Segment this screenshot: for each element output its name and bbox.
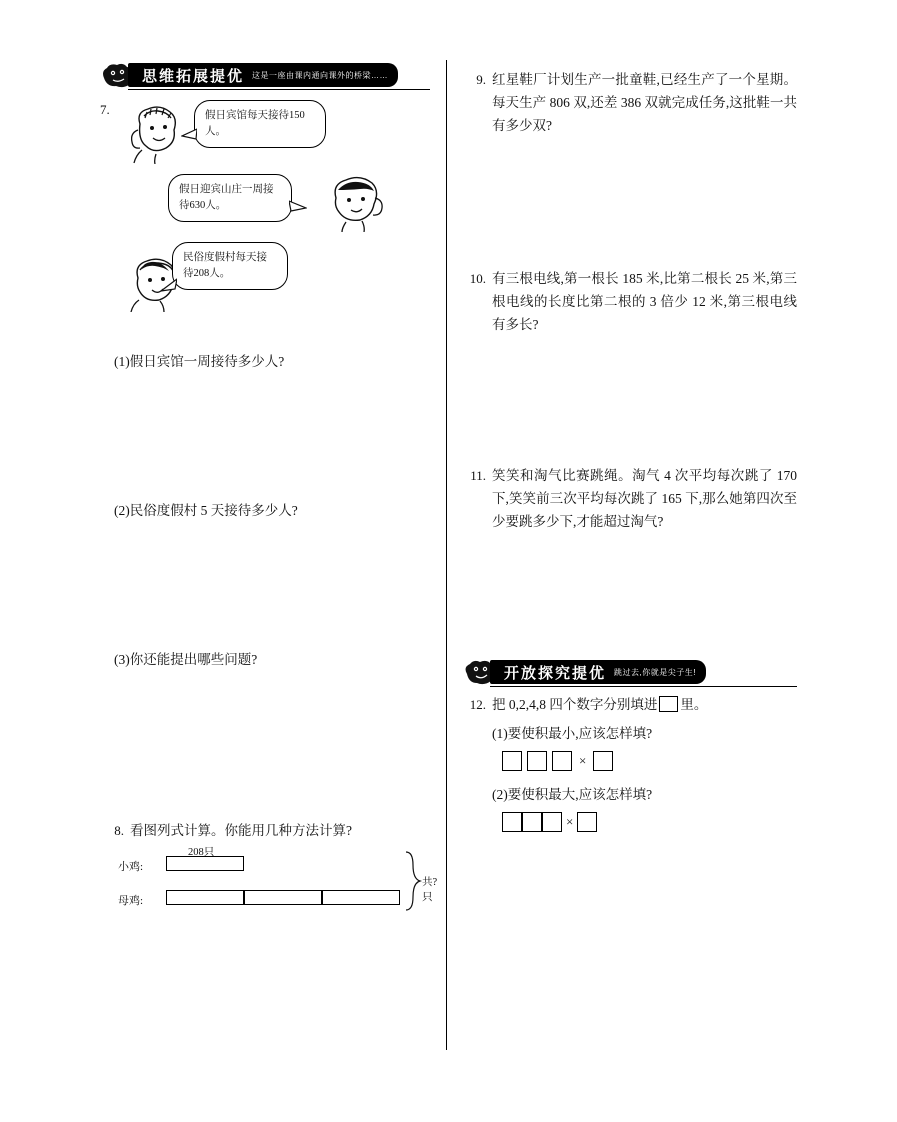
problem-9 xyxy=(462,68,797,137)
figure-total-label: 共?只 xyxy=(422,877,438,903)
problem-9-number: 9. xyxy=(476,72,486,87)
figure-value-chicken: 208只 xyxy=(188,847,215,858)
problem-12-text-after: 里。 xyxy=(680,697,708,712)
answer-box[interactable] xyxy=(577,812,597,832)
figure-bar-hen-2 xyxy=(244,890,322,905)
speech-bubble-3 xyxy=(172,242,288,290)
answer-box[interactable] xyxy=(593,751,613,771)
answer-box[interactable] xyxy=(502,812,522,832)
banner-subtitle: 这是一座由课内通向课外的桥梁…… xyxy=(252,70,389,80)
column-divider xyxy=(446,60,447,1050)
inline-answer-box[interactable] xyxy=(659,696,678,712)
problem-12-text xyxy=(492,693,797,716)
answer-box[interactable] xyxy=(502,751,522,771)
problem-7-number: 7. xyxy=(100,102,110,117)
problem-7-question-2: (2)民俗度假村 5 天接待多少人? xyxy=(114,503,298,518)
problem-7 xyxy=(100,96,430,346)
problem-12-answer-row-1 xyxy=(502,751,797,771)
problem-8 xyxy=(100,819,430,842)
problem-10-number: 10. xyxy=(469,271,486,286)
speech-bubble-1-text: 假日宾馆每天接待150人。 xyxy=(205,110,305,137)
multiply-symbol: × xyxy=(566,814,574,829)
banner-underline xyxy=(128,89,430,90)
problem-12 xyxy=(462,693,797,716)
problem-11-number: 11. xyxy=(470,468,486,483)
bubble-tail-icon xyxy=(289,199,307,215)
problem-8-figure xyxy=(118,847,438,916)
problem-7-question-3: (3)你还能提出哪些问题? xyxy=(114,652,258,667)
problem-10 xyxy=(462,267,797,336)
problem-12-answer-row-2 xyxy=(502,812,797,832)
right-column xyxy=(462,60,797,832)
banner-subtitle: 跳过去,你就是尖子生! xyxy=(614,667,696,677)
cartoon-girl-icon xyxy=(122,104,190,164)
problem-12-sub-1: (1)要使积最小,应该怎样填? xyxy=(492,726,653,741)
figure-label-hen: 母鸡: xyxy=(118,895,144,907)
problem-8-number: 8. xyxy=(114,823,124,838)
figure-bar-hen-3 xyxy=(322,890,400,905)
banner-underline xyxy=(490,686,797,687)
figure-brace-icon xyxy=(404,850,422,912)
left-column xyxy=(100,60,438,916)
problem-8-text: 看图列式计算。你能用几种方法计算? xyxy=(130,823,352,838)
multiply-symbol: × xyxy=(579,753,587,768)
figure-bar-hen-1 xyxy=(166,890,244,905)
section-banner-explore xyxy=(462,657,797,687)
cartoon-boy-icon xyxy=(322,174,388,232)
speech-bubble-2-text: 假日迎宾山庄一周接待630人。 xyxy=(179,184,274,211)
problem-7-question-1: (1)假日宾馆一周接待多少人? xyxy=(114,354,285,369)
speech-bubble-1 xyxy=(194,100,326,148)
problem-12-text-before: 把 0,2,4,8 四个数字分别填进 xyxy=(492,697,658,712)
answer-box[interactable] xyxy=(527,751,547,771)
section-banner-thinking xyxy=(100,60,430,90)
problem-11 xyxy=(462,464,797,533)
problem-12-number: 12. xyxy=(469,697,486,712)
speech-bubble-2 xyxy=(168,174,292,222)
bubble-tail-icon xyxy=(159,277,177,295)
problem-10-text: 有三根电线,第一根长 185 米,比第二根长 25 米,第三根电线的长度比第二根的 3 倍少 12 米,第三根电线有多长? xyxy=(492,271,797,332)
problem-12-sub-2: (2)要使积最大,应该怎样填? xyxy=(492,787,653,802)
problem-11-text: 笑笑和淘气比赛跳绳。淘气 4 次平均每次跳了 170 下,笑笑前三次平均每次跳了 165 下,那么她第四次至少要跳多少下,才能超过淘气? xyxy=(492,468,797,529)
figure-label-chicken: 小鸡: xyxy=(118,861,144,873)
banner-bar xyxy=(490,660,706,684)
answer-box[interactable] xyxy=(552,751,572,771)
answer-box[interactable] xyxy=(542,812,562,832)
banner-title: 思维拓展提优 xyxy=(142,67,245,85)
speech-bubble-3-text: 民俗度假村每天接待208人。 xyxy=(183,252,267,279)
banner-title: 开放探究提优 xyxy=(504,664,607,682)
answer-box[interactable] xyxy=(522,812,542,832)
problem-9-text: 红星鞋厂计划生产一批童鞋,已经生产了一个星期。每天生产 806 双,还差 386 双就完成任务,这批鞋一共有多少双? xyxy=(492,72,797,133)
bubble-tail-icon xyxy=(181,127,197,143)
banner-bar xyxy=(128,63,398,87)
